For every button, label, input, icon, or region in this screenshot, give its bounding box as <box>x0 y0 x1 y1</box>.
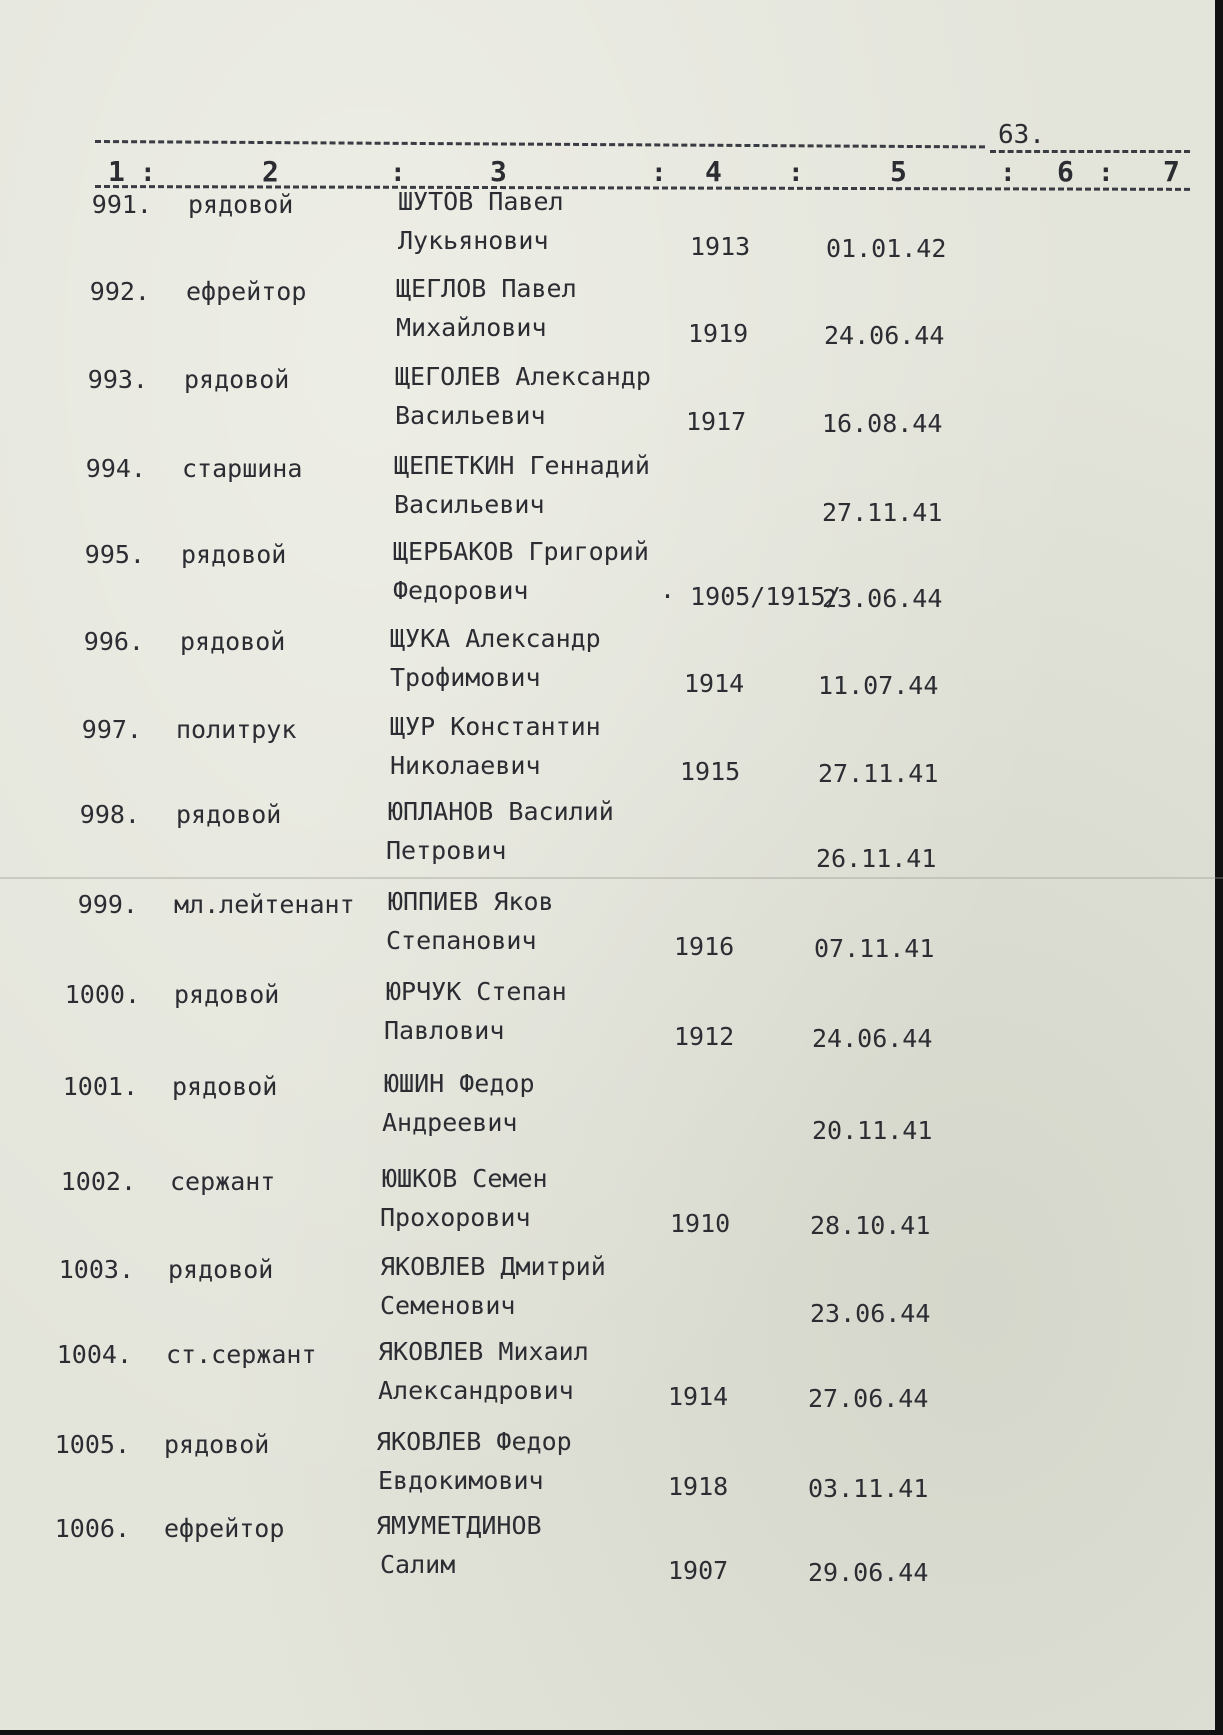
record-number: 997. <box>81 715 142 744</box>
record-number: 1004. <box>56 1340 132 1369</box>
column-header-3: 3 <box>490 155 507 188</box>
record-given-name: Васильевич <box>395 401 546 430</box>
record-date: 28.10.41 <box>810 1211 931 1240</box>
record-number: 1002. <box>60 1167 136 1196</box>
record-given-name: Прохорович <box>380 1203 531 1232</box>
column-separator: : <box>1098 158 1114 188</box>
record-row <box>0 451 1223 534</box>
record-given-name: Петрович <box>386 836 507 865</box>
column-header-5: 5 <box>890 155 907 188</box>
record-given-name: Николаевич <box>390 751 541 780</box>
record-birth-year: 1919 <box>688 319 749 348</box>
record-surname: ЩЕПЕТКИН Геннадий <box>394 451 650 480</box>
record-rank: ефрейтор <box>186 277 307 306</box>
record-row <box>0 1164 1223 1247</box>
record-number: 996. <box>83 627 144 656</box>
record-number: 1005. <box>54 1430 130 1459</box>
record-surname: ЯКОВЛЕВ Михаил <box>378 1337 589 1366</box>
record-rank: мл.лейтенант <box>174 890 355 919</box>
record-given-name: Лукьянович <box>398 226 549 255</box>
record-date: 07.11.41 <box>814 934 935 963</box>
record-birth-year: 1917 <box>686 407 747 436</box>
record-row <box>0 977 1223 1060</box>
record-rank: рядовой <box>184 365 290 394</box>
column-header-2: 2 <box>262 155 279 188</box>
record-given-name: Степанович <box>386 926 537 955</box>
record-date: 16.08.44 <box>822 409 943 438</box>
column-header-6: 6 <box>1057 155 1074 188</box>
record-number: 998. <box>79 800 140 829</box>
record-date: 11.07.44 <box>818 671 939 700</box>
record-given-name: Трофимович <box>390 663 541 692</box>
record-surname: ШУТОВ Павел <box>398 187 564 216</box>
record-row <box>0 362 1223 445</box>
record-date: 23.06.44 <box>810 1299 931 1328</box>
column-separator: : <box>788 158 804 188</box>
record-surname: ЮПЛАНОВ Василий <box>388 797 614 826</box>
record-birth-year: 1910 <box>670 1209 731 1238</box>
record-row <box>0 797 1223 880</box>
record-birth-year: 1918 <box>668 1472 729 1501</box>
record-rank: политрук <box>176 715 297 744</box>
record-surname: ЯМУМЕТДИНОВ <box>376 1511 542 1540</box>
record-given-name: Салим <box>380 1550 456 1579</box>
column-separator: : <box>140 158 156 188</box>
record-rank: рядовой <box>180 627 286 656</box>
record-surname: ЩЕГЛОВ Павел <box>396 274 577 303</box>
record-row <box>0 1511 1223 1594</box>
page-number: 63. <box>998 120 1045 150</box>
record-birth-year: 1912 <box>674 1022 735 1051</box>
record-given-name: Федорович <box>393 576 529 605</box>
header-dash-line-top <box>95 140 985 148</box>
column-separator: : <box>390 158 406 188</box>
column-header-4: 4 <box>705 155 722 188</box>
record-surname: ЮРЧУК Степан <box>386 977 567 1006</box>
record-number: 1000. <box>64 980 140 1009</box>
column-separator: : <box>651 158 667 188</box>
record-birth-year: 1913 <box>690 232 751 261</box>
record-date: 23.06.44 <box>822 584 943 613</box>
column-header-7: 7 <box>1163 155 1180 188</box>
record-date: 27.06.44 <box>808 1384 929 1413</box>
record-date: 24.06.44 <box>824 321 945 350</box>
record-row <box>0 624 1223 707</box>
record-rank: ефрейтор <box>164 1514 285 1543</box>
record-rank: рядовой <box>168 1255 274 1284</box>
record-number: 995. <box>84 540 145 569</box>
record-date: 26.11.41 <box>816 844 937 873</box>
record-given-name: Евдокимович <box>378 1466 544 1495</box>
record-birth-year: 1915 <box>680 757 741 786</box>
record-rank: старшина <box>182 454 303 483</box>
record-surname: ЮШИН Федор <box>384 1069 535 1098</box>
record-number: 993. <box>87 365 148 394</box>
record-row <box>0 712 1223 795</box>
record-given-name: Михайлович <box>396 313 547 342</box>
record-surname: ЩЕГОЛЕВ Александр <box>395 362 651 391</box>
record-birth-year: 1914 <box>668 1382 729 1411</box>
record-number: 992. <box>89 277 150 306</box>
record-date: 27.11.41 <box>818 759 939 788</box>
record-number: 1006. <box>54 1514 130 1543</box>
record-number: 991. <box>91 190 152 219</box>
record-row <box>0 274 1223 357</box>
record-surname: ЯКОВЛЕВ Федор <box>376 1427 572 1456</box>
record-given-name: Павлович <box>384 1016 505 1045</box>
record-given-name: Васильевич <box>394 490 545 519</box>
record-date: 24.06.44 <box>812 1024 933 1053</box>
record-date: 20.11.41 <box>812 1116 933 1145</box>
record-rank: рядовой <box>164 1430 270 1459</box>
record-number: 1003. <box>58 1255 134 1284</box>
record-row <box>0 1427 1223 1510</box>
record-surname: ЩУКА Александр <box>390 624 601 653</box>
scan-edge-bottom <box>0 1730 1223 1735</box>
record-surname: ЯКОВЛЕВ Дмитрий <box>380 1252 606 1281</box>
record-birth-year: 1916 <box>674 932 735 961</box>
record-rank: ст.сержант <box>166 1340 317 1369</box>
header-dash-line-right <box>990 150 1190 153</box>
record-date: 01.01.42 <box>826 234 947 263</box>
column-separator: : <box>1000 158 1016 188</box>
record-row <box>0 537 1223 620</box>
record-rank: рядовой <box>172 1072 278 1101</box>
record-surname: ЮППИЕВ Яков <box>388 887 554 916</box>
record-surname: ЮШКОВ Семен <box>382 1164 548 1193</box>
record-birth-year: 1914 <box>684 669 745 698</box>
record-rank: рядовой <box>188 190 294 219</box>
record-row <box>0 1337 1223 1420</box>
record-birth-year: 1907 <box>668 1556 729 1585</box>
record-given-name: Андреевич <box>382 1108 518 1137</box>
record-row <box>0 1069 1223 1152</box>
record-surname: ЩЕРБАКОВ Григорий <box>393 537 649 566</box>
record-given-name: Александрович <box>378 1376 574 1405</box>
record-row <box>0 1252 1223 1335</box>
record-rank: сержант <box>170 1167 276 1196</box>
record-rank: рядовой <box>176 800 282 829</box>
record-date: 03.11.41 <box>808 1474 929 1503</box>
record-birth-year: · 1905/1915/ <box>660 582 841 611</box>
record-number: 999. <box>77 890 138 919</box>
column-header-1: 1 <box>108 155 125 188</box>
record-date: 27.11.41 <box>822 498 943 527</box>
record-number: 994. <box>85 454 146 483</box>
record-given-name: Семенович <box>380 1291 516 1320</box>
record-date: 29.06.44 <box>808 1558 929 1587</box>
record-row <box>0 887 1223 970</box>
record-rank: рядовой <box>174 980 280 1009</box>
record-rank: рядовой <box>181 540 287 569</box>
record-surname: ЩУР Константин <box>390 712 601 741</box>
record-number: 1001. <box>62 1072 138 1101</box>
record-row <box>0 187 1223 270</box>
